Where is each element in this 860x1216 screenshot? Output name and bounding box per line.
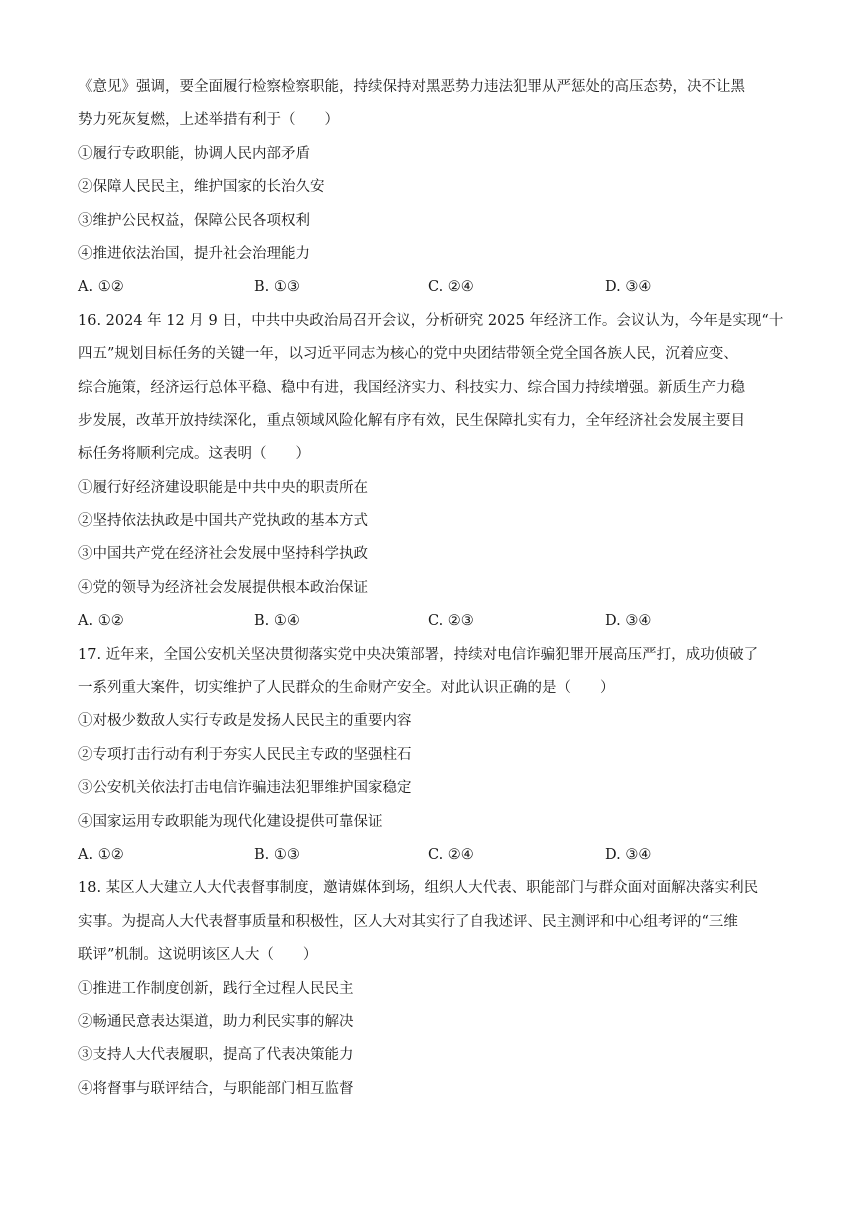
- question-16: [78, 305, 788, 639]
- choice-a: A. ①②: [78, 613, 124, 630]
- option-4: ④推进依法治国，提升社会治理能力: [78, 245, 310, 262]
- question-stem-line: 综合施策，经济运行总体平稳、稳中有进，我国经济实力、科技实力、综合国力持续增强。新质生产力稳: [78, 379, 745, 396]
- choice-b: B. ①③: [254, 846, 300, 863]
- question-list: [78, 71, 788, 1106]
- option-4: ④党的领导为经济社会发展提供根本政治保证: [78, 579, 368, 596]
- question-stem-line: 一系列重大案件，切实维护了人民群众的生命财产安全。对此认识正确的是（ ）: [78, 680, 615, 697]
- choice-b: B. ①④: [254, 613, 300, 630]
- question-stem-line: 实事。为提高人大代表督事质量和积极性，区人大对其实行了自我述评、民主测评和中心组考评的“三维: [78, 913, 738, 930]
- option-3: ③维护公民权益，保障公民各项权利: [78, 212, 310, 229]
- choice-a: A. ①②: [78, 279, 124, 296]
- question-stem-line: 势力死灰复燃，上述举措有利于（ ）: [78, 112, 339, 129]
- choice-b: B. ①③: [254, 279, 300, 296]
- choice-c: C. ②④: [428, 846, 474, 863]
- choice-d: D. ③④: [605, 846, 652, 863]
- answer-choices: [78, 605, 788, 638]
- choice-a: A. ①②: [78, 846, 124, 863]
- option-4: ④将督事与联评结合，与职能部门相互监督: [78, 1080, 354, 1097]
- choice-d: D. ③④: [605, 613, 652, 630]
- option-3: ③支持人大代表履职，提高了代表决策能力: [78, 1047, 354, 1064]
- question-stem-line: 步发展，改革开放持续深化，重点领域风险化解有序有效，民生保障扎实有力，全年经济社会发展主要目: [78, 412, 745, 429]
- question-stem-line: 17. 近年来，全国公安机关坚决贯彻落实党中央决策部署，持续对电信诈骗犯罪开展高压严打，成功侦破了: [78, 646, 759, 663]
- option-2: ②专项打击行动有利于夯实人民民主专政的坚强柱石: [78, 746, 412, 763]
- question-18: [78, 872, 788, 1106]
- question-stem-line: 联评”机制。这说明该区人大（ ）: [78, 947, 318, 964]
- choice-c: C. ②④: [428, 279, 474, 296]
- option-3: ③公安机关依法打击电信诈骗违法犯罪维护国家稳定: [78, 780, 412, 797]
- question-stem-line: 标任务将顺利完成。这表明（ ）: [78, 446, 310, 463]
- option-2: ②畅通民意表达渠道，助力利民实事的解决: [78, 1013, 354, 1030]
- question-17: [78, 639, 788, 873]
- question-stem-line: 18. 某区人大建立人大代表督事制度，邀请媒体到场，组织人大代表、职能部门与群众面对面解决落实利民: [78, 880, 759, 897]
- answer-choices: [78, 271, 788, 304]
- option-2: ②坚持依法执政是中国共产党执政的基本方式: [78, 513, 368, 530]
- choice-c: C. ②③: [428, 613, 474, 630]
- option-4: ④国家运用专政职能为现代化建设提供可靠保证: [78, 813, 383, 830]
- option-1: ①对极少数敌人实行专政是发扬人民民主的重要内容: [78, 713, 412, 730]
- answer-choices: [78, 839, 788, 872]
- option-1: ①推进工作制度创新，践行全过程人民民主: [78, 980, 354, 997]
- question-stem-line: 16. 2024 年 12 月 9 日，中共中央政治局召开会议，分析研究 2025 年经济工作。会议认为，今年是实现“十: [78, 312, 784, 329]
- question-stem-line: 《意见》强调，要全面履行检察检察职能，持续保持对黑恶势力违法犯罪从严惩处的高压态势，决不让黑: [78, 79, 745, 95]
- question-stem-line: 四五”规划目标任务的关键一年，以习近平同志为核心的党中央团结带领全党全国各族人民，沉着应变、: [78, 346, 738, 363]
- option-2: ②保障人民民主，维护国家的长治久安: [78, 179, 325, 196]
- option-3: ③中国共产党在经济社会发展中坚持科学执政: [78, 546, 368, 563]
- option-1: ①履行专政职能，协调人民内部矛盾: [78, 145, 310, 162]
- question-15: [78, 71, 788, 305]
- option-1: ①履行好经济建设职能是中共中央的职责所在: [78, 479, 368, 496]
- choice-d: D. ③④: [605, 279, 652, 296]
